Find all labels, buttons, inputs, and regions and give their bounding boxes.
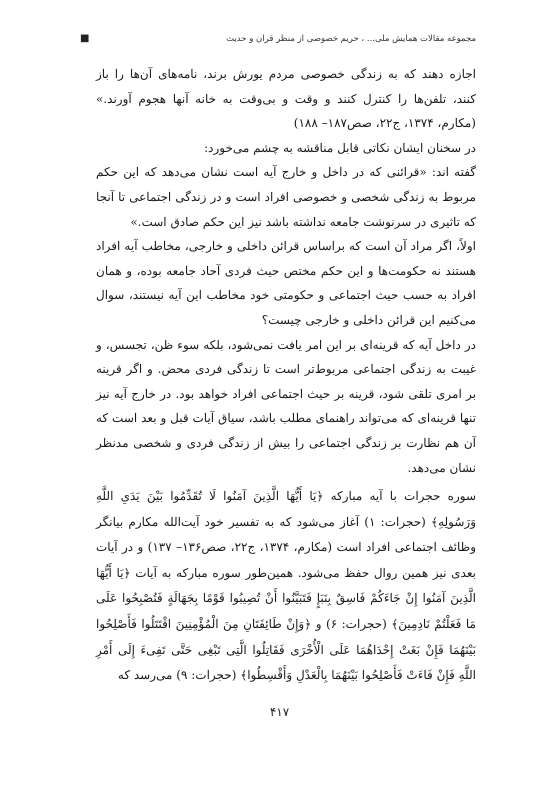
paragraph-first-point: اولاً، اگر مراد آن است که براساس قرائن داخلی و خارجی، مخاطب آیه افراد هستند نه حکومت‌ها و این حکم مختص حیث فردی آحاد جامعه بوده، و همان افراد به حسب حیث اجتماعی و حکومتی خود مخاطب این آیه نیستند، سوال می‌کنیم این قرائن داخلی و خارجی چیست؟ xyxy=(96,239,476,327)
paragraph-continuation: اجازه دهند که به زندگی خصوصی مردم یورش برند، نامه‌های آن‌ها را باز کنند، تلفن‌ها را کنترل کنند و وقت و بی‌وقت به خانه آنها هجوم آورند.» (مکارم، ۱۳۷۴، ج۲۲، صص۱۸۷– ۱۸۸) xyxy=(96,67,476,131)
paragraph-surah-hujurat: سوره حجرات با آیه مبارکه ﴿یَا أَیُّهَا الَّذِینَ آمَنُوا لَا تُقَدِّمُوا بَیْنَ یَدَیِ اللَّهِ وَرَسُولِهِ﴾ (حجرات: ۱) آغاز می‌شود که به تفسیر خود آیت‌الله مکارم بیانگر وظائف اجتماعی افراد است (مکارم، ۱۳۷۴، ج۲۲، صص۱۳۶– ۱۳۷) و در آیات بعدی نیز همین روال حفظ می‌شود. همین‌طور سوره مبارکه به آیات ﴿یَا أَیُّهَا الَّذِینَ آمَنُوا إِنْ جَاءَکُمْ فَاسِقٌ بِنَبَإٍ فَتَبَیَّنُوا أَنْ تُصِیبُوا قَوْمًا بِجَهَالَةٍ فَتُصْبِحُوا عَلَى مَا فَعَلْتُمْ نَادِمِینَ﴾ (حجرات: ۶) و ﴿وَإِنْ طَائِفَتَانِ مِنَ الْمُؤْمِنِینَ اقْتَتَلُوا فَأَصْلِحُوا بَیْنَهُمَا فَإِنْ بَغَتْ إِحْدَاهُمَا عَلَى الْأُخْرَى فَقَاتِلُوا الَّتِی تَبْغِی حَتَّى تَفِیءَ إِلَى أَمْرِ اللَّهِ فَإِنْ فَاءَتْ فَأَصْلِحُوا بَیْنَهُمَا بِالْعَدْلِ وَأَقْسِطُوا﴾ (حجرات: ۹) می‌رسد که xyxy=(96,489,477,683)
body-text xyxy=(96,62,476,689)
paragraph-intro: در سخنان ایشان نکاتی قابل مناقشه به چشم می‌خورد: xyxy=(204,140,476,155)
running-head-mark: ■ xyxy=(80,33,90,44)
paragraph-context: در داخل آیه که قرینه‌ای بر این امر یافت نمی‌شود، بلکه سوء ظن، تجسس، و غیبت به زندگی اجتماعی مربوط‌تر است تا زندگی فردی محض. و اگر قرینه بر امری تلقی شود، قرینه بر حیث اجتماعی افراد خواهد بود. در خارج آیه نیز تنها قرینه‌ای که می‌تواند راهنمای مطلب باشد، سیاق آیات قبل و بعد است که آن هم نظارت بر زندگی اجتماعی را بیش از زندگی فردی و شخصی مدنظر نشان می‌دهد. xyxy=(96,337,476,475)
page-number: ۴۱۷ xyxy=(269,705,290,719)
paragraph-quote: گفته اند: «قرائنی که در داخل و خارج آیه است نشان می‌دهد که این حکم مربوط به زندگی شخصی و خصوصی افراد است و در زندگی اجتماعی تا آنجا که تاثیری در سرنوشت جامعه نداشته باشد نیز این حکم صادق است.» xyxy=(96,165,476,229)
running-head: مجموعه مقالات همایش ملی... ، حریم خصوصی از منظر قرآن و حدیث xyxy=(226,34,476,44)
